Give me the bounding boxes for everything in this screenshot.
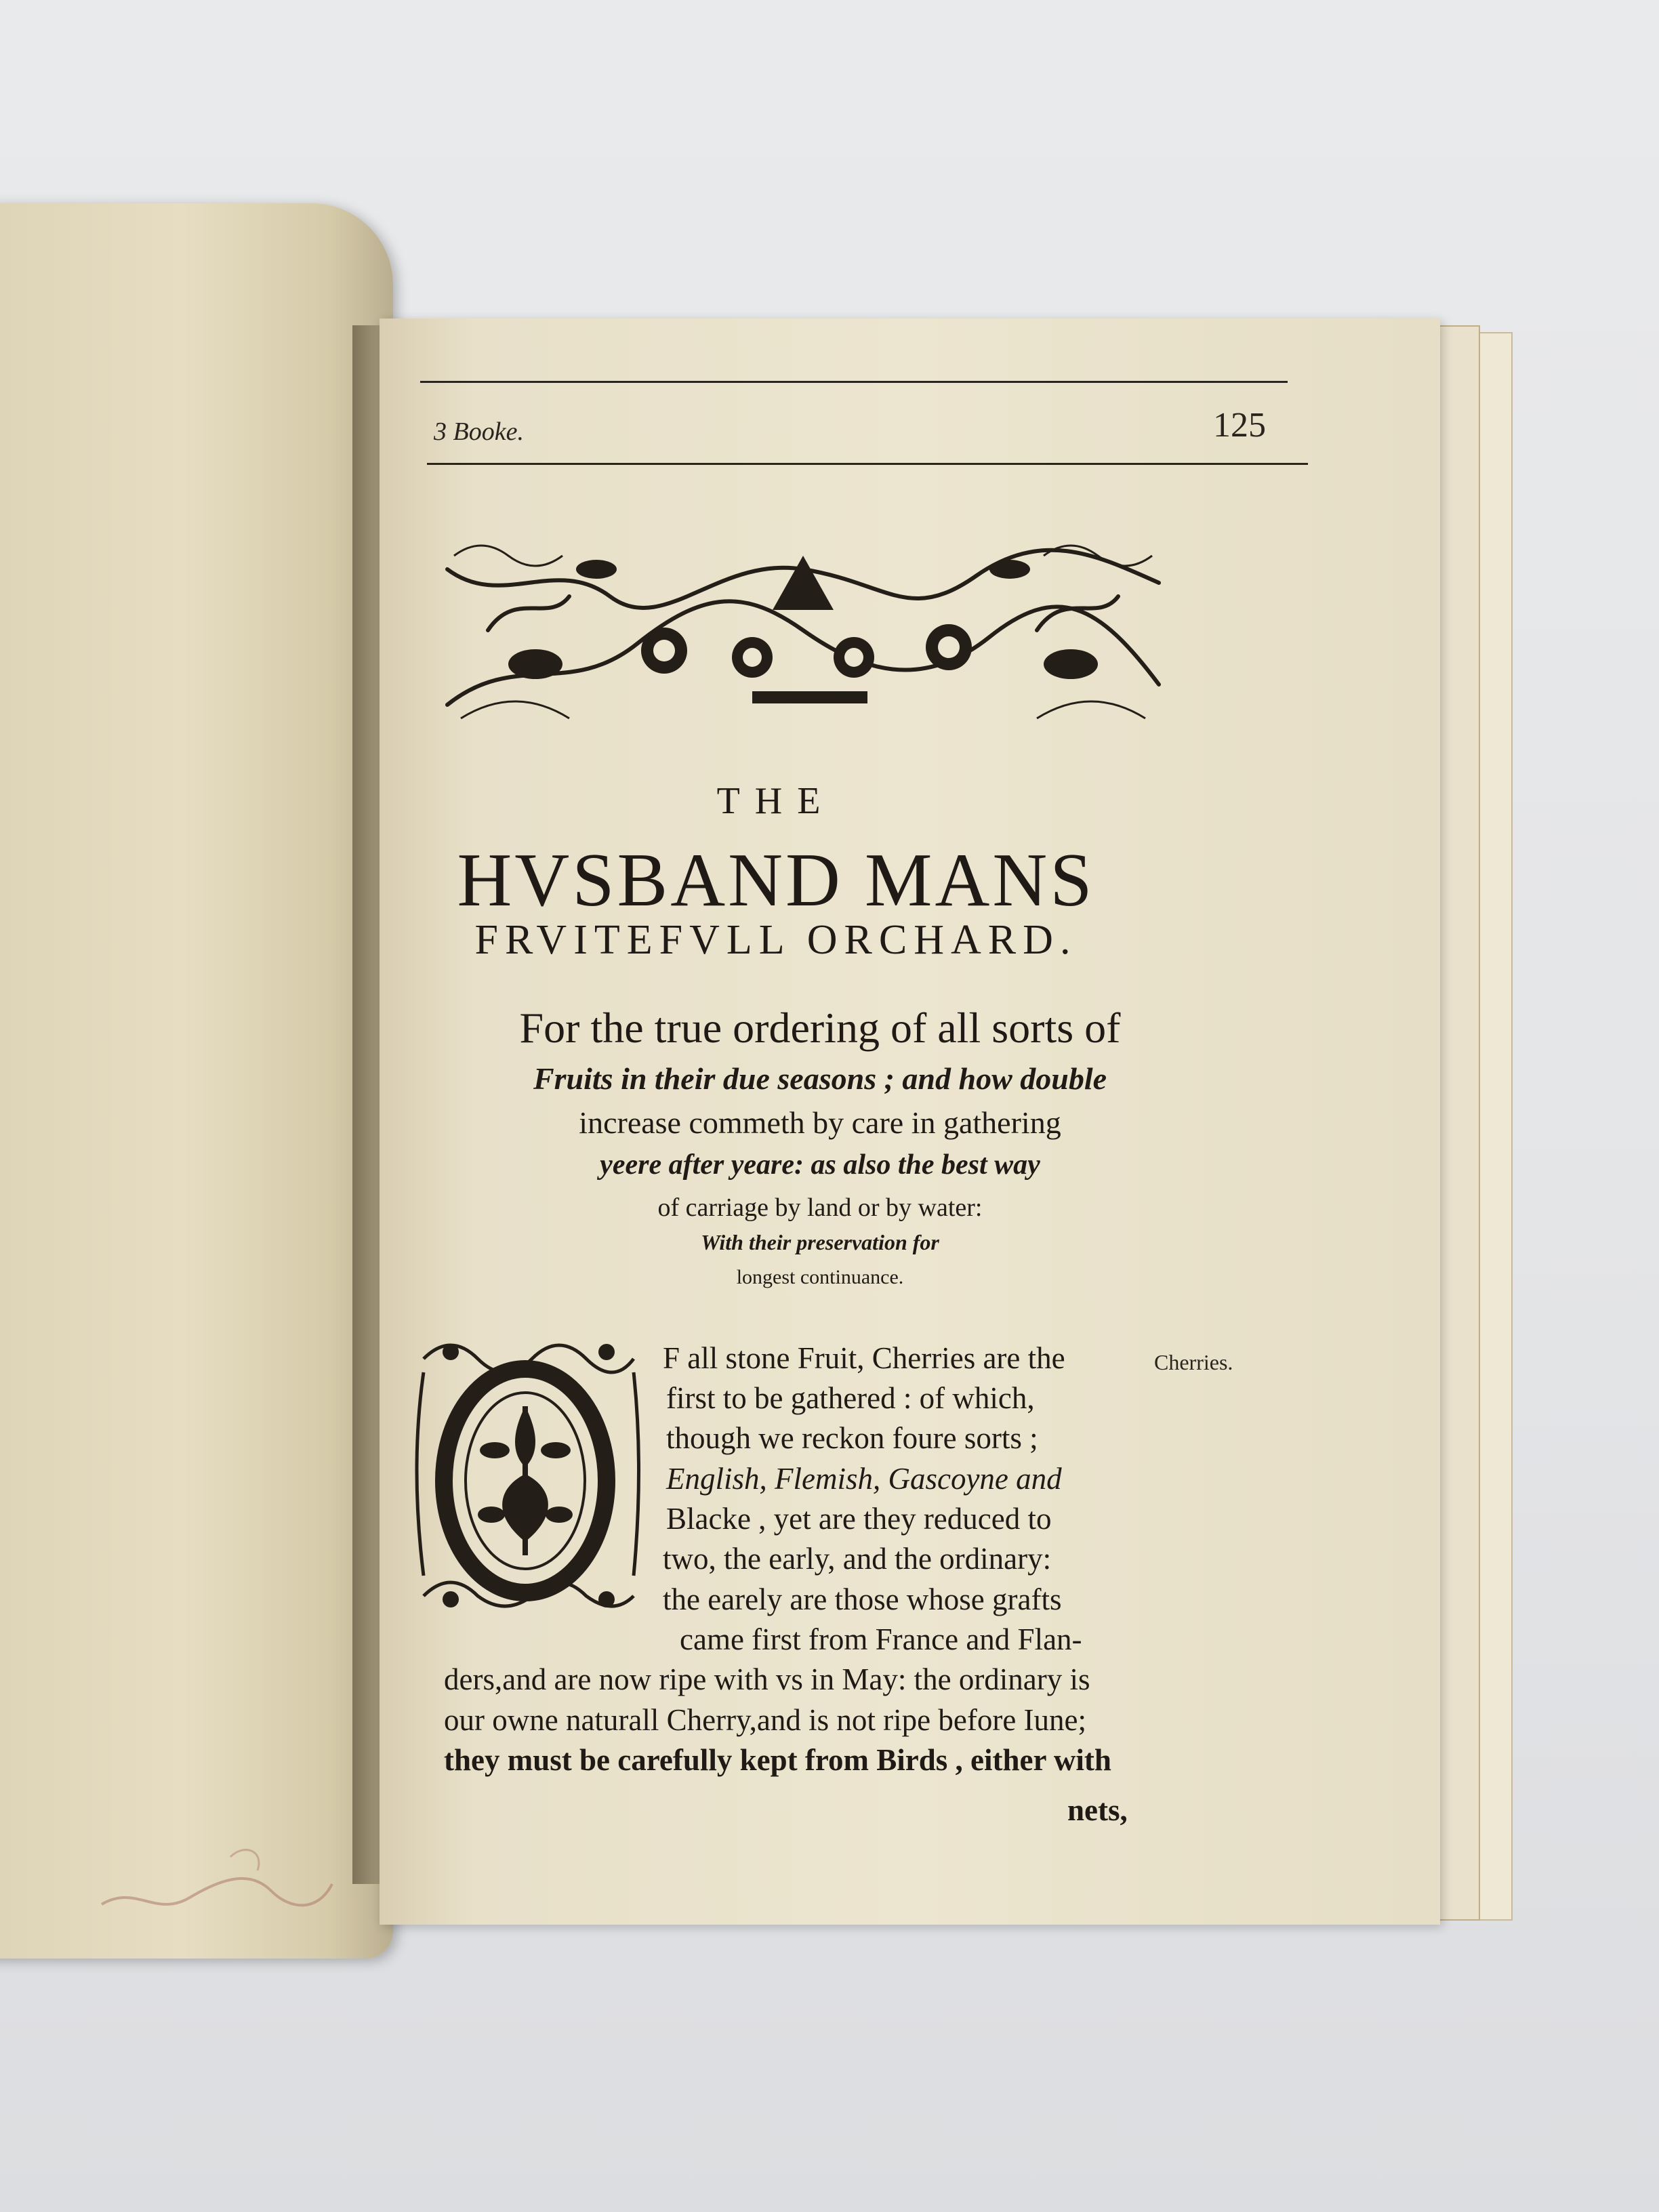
body-line: Blacke , yet are they reduced to bbox=[666, 1502, 1052, 1536]
left-page bbox=[0, 203, 393, 1959]
subtitle-line: With their preservation for bbox=[701, 1230, 939, 1254]
body-line: though we reckon foure sorts ; bbox=[666, 1421, 1038, 1455]
show-through-text bbox=[14, 407, 54, 453]
body-line: our owne naturall Cherry,and is not ripe before Iune; bbox=[444, 1703, 1087, 1737]
running-head: 3 Booke. bbox=[434, 417, 524, 446]
body-line: English, Flemish, Gascoyne and bbox=[666, 1462, 1062, 1496]
subtitle-line: Fruits in their due seasons ; and how double bbox=[533, 1061, 1107, 1096]
subtitle-line: of carriage by land or by water: bbox=[657, 1193, 983, 1222]
title-main: HVSBAND MANS bbox=[457, 838, 1095, 922]
body-line: came first from France and Flan- bbox=[680, 1622, 1082, 1656]
marginal-note: Cherries. bbox=[1154, 1350, 1233, 1374]
title-the: THE bbox=[716, 780, 836, 822]
body-line: F all stone Fruit, Cherries are the bbox=[663, 1341, 1065, 1375]
decorated-initial-o bbox=[410, 1332, 644, 1616]
body-line: the earely are those whose grafts bbox=[663, 1582, 1062, 1616]
subtitle-line: longest continuance. bbox=[736, 1266, 904, 1288]
floral-headpiece-ornament bbox=[434, 529, 1172, 732]
header-rule-bottom bbox=[427, 463, 1308, 465]
title-sub: FRVITEFVLL ORCHARD. bbox=[474, 917, 1078, 963]
body-line: first to be gathered : of which, bbox=[666, 1381, 1035, 1415]
page-number: 125 bbox=[1213, 406, 1266, 445]
subtitle-line: yeere after yeare: as also the best way bbox=[600, 1149, 1040, 1181]
handwritten-inscription bbox=[95, 1830, 339, 1931]
subtitle-line: increase commeth by care in gathering bbox=[579, 1105, 1061, 1140]
body-line: ders,and are now ripe with vs in May: the ordinary is bbox=[444, 1662, 1090, 1696]
header-rule-top bbox=[420, 381, 1288, 383]
body-line: nets, bbox=[1067, 1793, 1128, 1827]
body-line: two, the early, and the ordinary: bbox=[663, 1542, 1052, 1576]
subtitle-line: For the true ordering of all sorts of bbox=[519, 1004, 1121, 1052]
body-line: they must be carefully kept from Birds , either with bbox=[444, 1743, 1111, 1777]
